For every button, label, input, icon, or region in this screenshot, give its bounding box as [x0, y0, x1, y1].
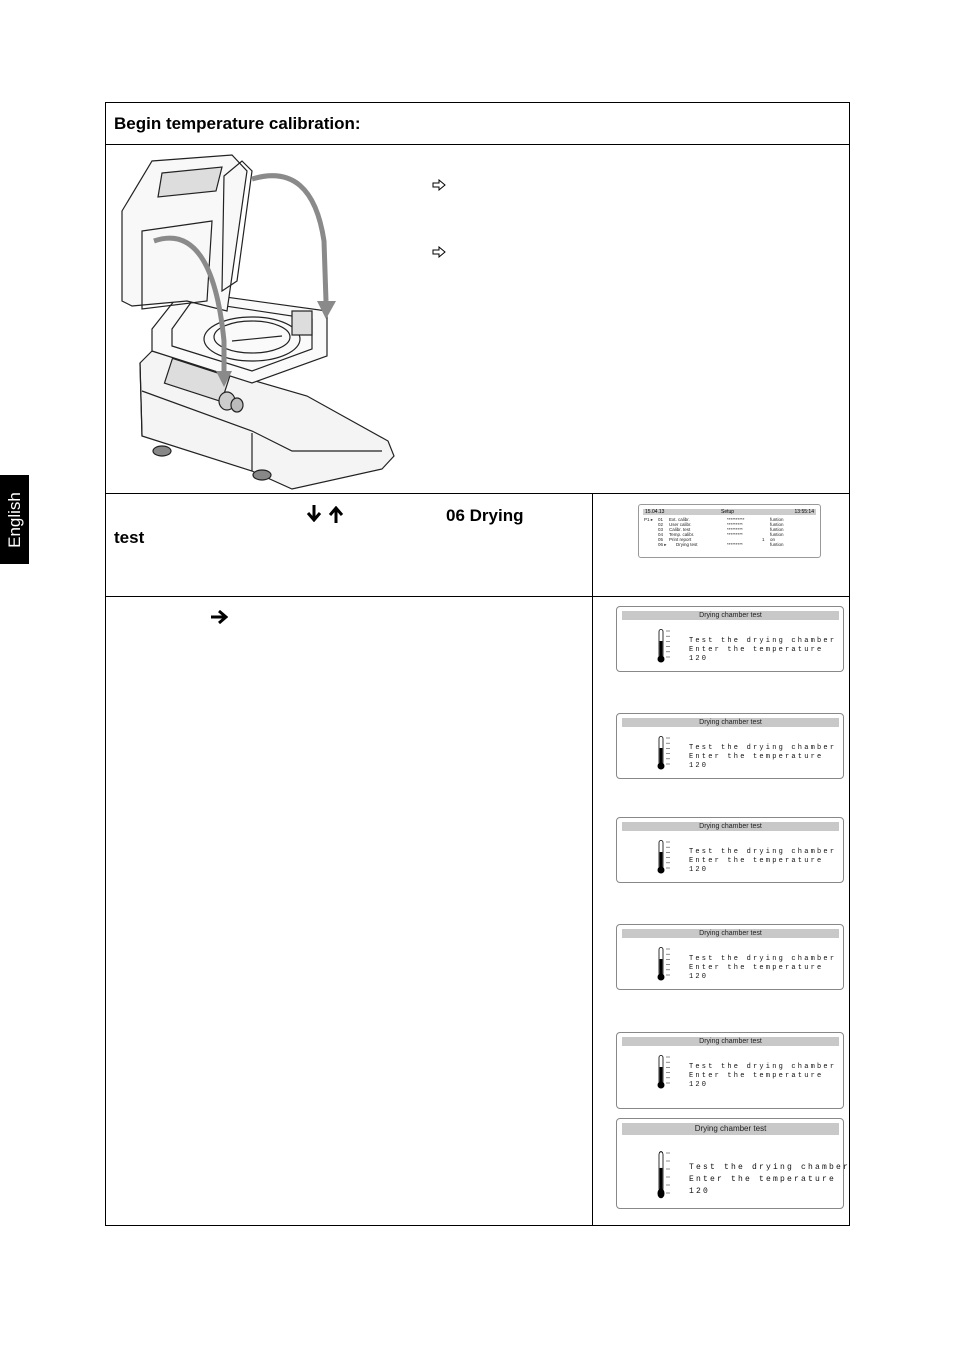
screen-line-1: Test the drying chamber [689, 637, 837, 645]
thermometer-icon [657, 1055, 665, 1089]
setup-row-label: Ext. calibr. [669, 517, 690, 522]
thermometer-scale-icon [666, 629, 671, 663]
setup-row-num: 06 [658, 542, 664, 547]
setup-row-num: 02 [658, 522, 664, 527]
setup-row-stars: ********* [727, 522, 743, 527]
screen-line-1: Test the drying chamber [689, 1163, 851, 1172]
drying-chamber-screen [616, 713, 844, 779]
setup-screen [638, 504, 821, 558]
setup-row-value: funtion [770, 522, 784, 527]
drying-test-label-b: test [114, 528, 145, 547]
screen-line-2: Enter the temperature [689, 646, 824, 654]
step-drying-chamber-test [106, 597, 593, 1226]
setup-date: 15.04.13 [645, 509, 665, 515]
setup-row-label: Temp. calibr. [669, 532, 695, 537]
setup-row-stars: ********* [727, 542, 743, 547]
setup-time: 13:55:14 [794, 509, 814, 515]
screen-line-2: Enter the temperature [689, 1175, 837, 1184]
screen-title: Drying chamber test [622, 822, 839, 831]
moisture-analyzer-illustration [112, 151, 402, 491]
setup-row-value: on [770, 537, 776, 542]
arrow-down-icon[interactable] [306, 504, 322, 522]
setup-row-stars: ********* [727, 532, 743, 537]
screen-line-1: Test the drying chamber [689, 1063, 837, 1071]
setup-prefix: P1 [644, 517, 650, 522]
setup-row-label: User calibr. [669, 522, 692, 527]
setup-row-label: Drying test [676, 542, 698, 547]
pointer-arrow-icon [432, 246, 446, 258]
screen-line-3: 120 [689, 762, 709, 770]
setup-row-value: funtion [770, 542, 784, 547]
drying-chamber-screen [616, 1118, 851, 1209]
drying-screens-cell [593, 597, 850, 1226]
setup-row-stars: ********* [727, 527, 743, 532]
screen-line-1: Test the drying chamber [689, 744, 837, 752]
arrow-right-icon[interactable] [210, 609, 228, 625]
drying-test-label-a: 06 Drying [446, 506, 524, 525]
screen-line-2: Enter the temperature [689, 857, 824, 865]
setup-row-selected: 06 ▸ Drying test ********* funtion [658, 542, 784, 547]
screen-title: Drying chamber test [622, 611, 839, 620]
screen-line-3: 120 [689, 1081, 709, 1089]
drying-chamber-screen [616, 1032, 844, 1109]
setup-row-label: Print report [669, 537, 692, 542]
screen-title: Drying chamber test [622, 1037, 839, 1046]
screen-title: Drying chamber test [622, 929, 839, 938]
section-title: Begin temperature calibration: [106, 103, 850, 145]
setup-row-label: Calibr. test [669, 527, 691, 532]
thermometer-icon [657, 840, 665, 874]
screen-title: Drying chamber test [622, 718, 839, 727]
thermometer-scale-icon [666, 1055, 671, 1089]
thermometer-icon [657, 736, 665, 770]
screen-line-2: Enter the temperature [689, 1072, 824, 1080]
drying-chamber-screen [616, 924, 844, 990]
language-tab [0, 475, 29, 564]
setup-row-num: 05 [658, 537, 664, 542]
setup-row-stars: ********** [727, 517, 745, 522]
step-select-drying-test [106, 494, 593, 597]
thermometer-scale-icon [666, 840, 671, 874]
screen-title: Drying chamber test [622, 1123, 839, 1135]
screen-line-3: 120 [689, 973, 709, 981]
thermometer-scale-icon [666, 1151, 671, 1199]
language-tab-label: English [4, 491, 24, 548]
thermometer-scale-icon [666, 947, 671, 981]
illustration-row [106, 145, 850, 494]
setup-title: Setup [721, 509, 735, 515]
screen-line-3: 120 [689, 866, 709, 874]
thermometer-scale-icon [666, 736, 671, 770]
setup-row-stars: 1 [762, 537, 765, 542]
thermometer-icon [657, 947, 665, 981]
screen-line-3: 120 [689, 655, 709, 663]
setup-row-num: 01 [658, 517, 664, 522]
screen-line-3: 120 [689, 1187, 711, 1196]
setup-row: P1 ▸ 01 Ext. calibr. ********** funtion [644, 517, 784, 522]
arrow-up-icon[interactable] [328, 506, 344, 524]
setup-row-value: funtion [770, 532, 784, 537]
setup-screen-header [643, 509, 816, 515]
setup-row-num: 03 [658, 527, 664, 532]
setup-row-value: funtion [770, 527, 784, 532]
screen-line-1: Test the drying chamber [689, 955, 837, 963]
setup-screen-cell [593, 494, 850, 597]
thermometer-icon [657, 1151, 665, 1199]
pointer-arrow-icon [432, 179, 446, 191]
screen-line-2: Enter the temperature [689, 964, 824, 972]
setup-row-value: funtion [770, 517, 784, 522]
instruction-table [105, 102, 850, 1226]
screen-line-1: Test the drying chamber [689, 848, 837, 856]
drying-chamber-screen [616, 817, 844, 883]
drying-chamber-screen [616, 606, 844, 672]
screen-line-2: Enter the temperature [689, 753, 824, 761]
thermometer-icon [657, 629, 665, 663]
setup-row-num: 04 [658, 532, 664, 537]
